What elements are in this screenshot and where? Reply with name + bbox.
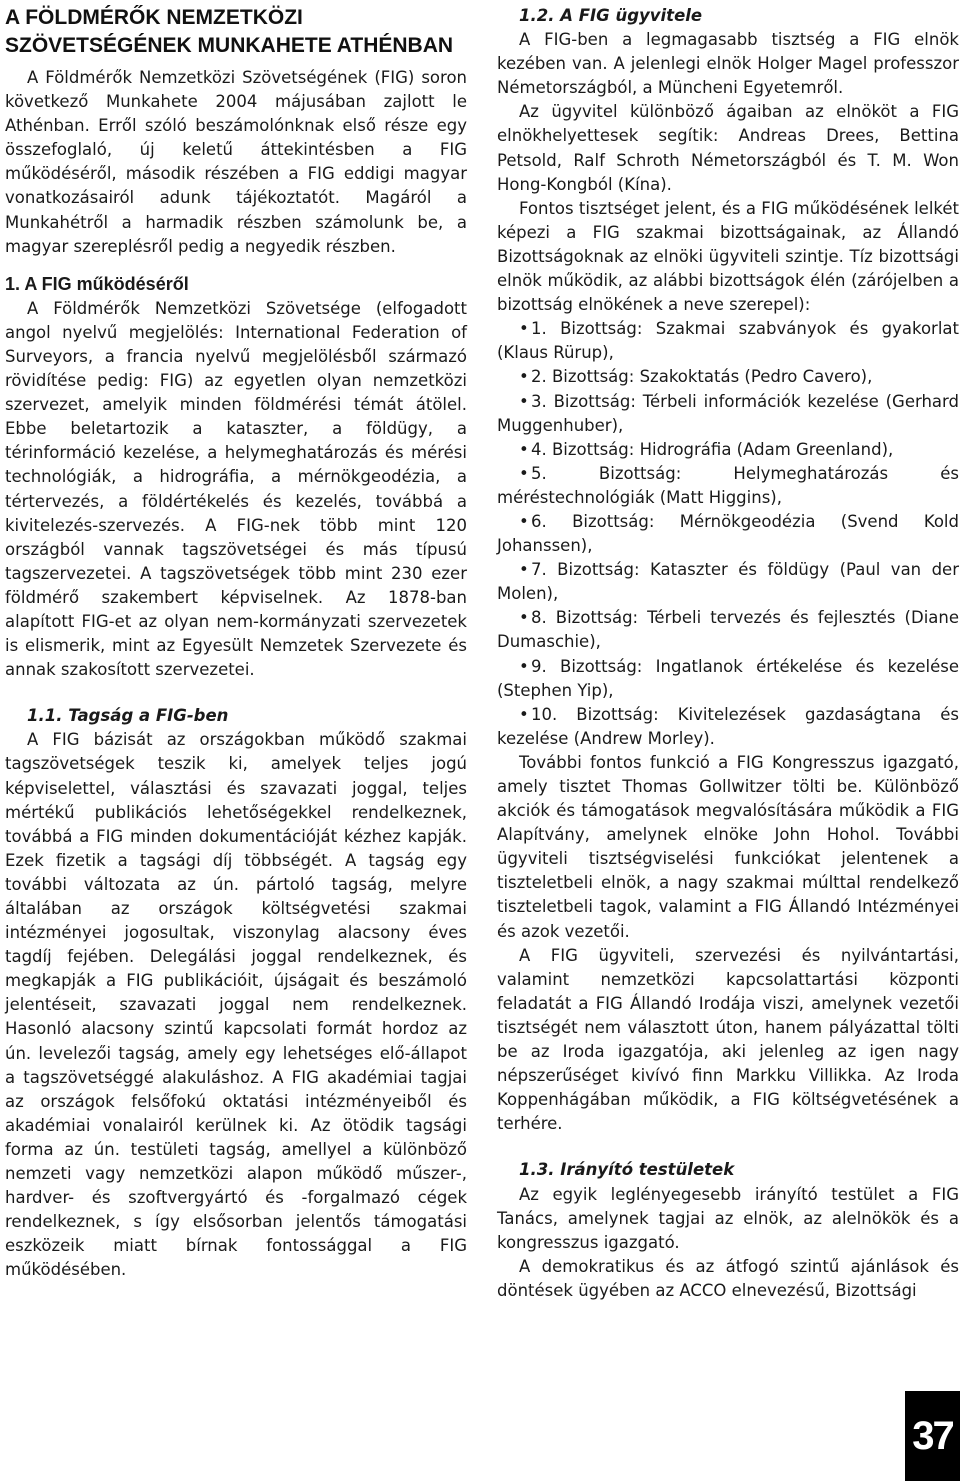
section-1-paragraph: A Földmérők Nemzetközi Szövetsége (elfogadott angol nyelvű megjelölés: International Federation of Surveyors, a francia nyelvű megjelölésből származó rövidítése pedig: FIG) az egyetlen olyan nemzetközi szervezet, amelyik minden földmérési témát átölel. Ebbe beletartozik a kataszter, a földügy, a térinformáció kezelése, a helymeghatározás és mérési technológiák, a hidrográfia, a mérnökgeodézia, a tértervezés, a földértékelés és kezelés, továbbá a kivitelezés-szervezés. A FIG-nek több mint 120 országból vannak tagszövetségei és más típusú tagszervezetei. A tagszövetségek több mint 230 ezer földmérő szakembert képviselnek. Az 1878-ban alapított FIG-et az olyan nem-kormányzati szervezetek is elismerik, mint az Egyesült Nemzetek Szervezete és annak szakosított szervezetei. [5, 298, 467, 680]
bullet-icon: • [519, 704, 529, 724]
list-item: • 6. Bizottság: Mérnökgeodézia (Svend Kold Johanssen), [497, 511, 959, 556]
article-title: A FÖLDMÉRŐK NEMZETKÖZI SZÖVETSÉGÉNEK MUNKAHETE ATHÉNBAN [5, 6, 454, 57]
spacer [497, 1136, 959, 1158]
page-number: 37 [905, 1391, 960, 1481]
section-1-1-paragraph: A FIG bázisát az országokban működő szakmai tagszövetségek teszik ki, amelyek teljes jogú képviselettel, választási és szavazati joggal, teljes mértékű publikációs lehetőségekkel rendelkeznek, továbbá a FIG minden dokumentációját kézhez kapják. Ezek fizetik a tagsági díj többségét. A tagság egy további változata az ún. pártoló tagság, melyre általában az országok költségvetési szakmai intézményei jogosultak, viszonylag alacsony éves tagdíj fejében. Delegálási joggal rendelkeznek, és megkapják a FIG publikációit, újságait és beszámoló jelentéseit, szavazati joggal nem rendelkeznek. Hasonló alacsony szintű kapcsolati formát hordoz az ún. levelezői tagság, amely egy lehetséges elő-állapot a tagszövetséggé alakuláshoz. A FIG akadémiai tagjai az országok felsőfokú oktatási intézményeiből és akadémiai vonalairól kerülnek ki. Az ötödik tagsági forma az ún. testületi tagság, amellyel a különböző nemzeti vagy nemzetközi alapon működő műszer-, hardver- és szoftvergyártó és -forgalmazó cégek rendelkeznek, s így elsősorban jelentős támogatási eszközeik miatt bírnak fontossággal a FIG működésében. [5, 730, 467, 1280]
bullet-icon: • [519, 391, 529, 411]
list-item: • 3. Bizottság: Térbeli információk kezelése (Gerhard Muggenhuber), [497, 391, 959, 435]
right-column [497, 4, 959, 1303]
list-item: • 2. Bizottság: Szakoktatás (Pedro Cavero), [497, 365, 959, 389]
bullet-icon: • [519, 463, 529, 483]
intro-paragraph: A Földmérők Nemzetközi Szövetségének (FIG) soron következő Munkahete 2004 májusában zajlott le Athénban. Erről szóló beszámolónknak első része egy összefoglaló, új keletű áttekintésben a FIG működéséről, második részében a FIG eddigi magyar vonatkozásairól adunk tájékoztatót. Magáról a Munkahétről a harmadik részben számolunk be, a magyar szereplésről pedig a negyedik részben. [5, 68, 467, 256]
bullet-icon: • [519, 608, 529, 628]
bullet-icon: • [519, 319, 529, 339]
bullet-icon: • [519, 656, 529, 676]
list-item: • 7. Bizottság: Kataszter és földügy (Paul van der Molen), [497, 560, 959, 604]
spacer [5, 682, 467, 704]
list-item: • 5. Bizottság: Helymeghatározás és méréstechnológiák (Matt Higgins), [497, 463, 959, 507]
bullet-icon: • [519, 439, 529, 459]
section-1-heading: 1. A FIG működéséről [5, 273, 189, 294]
section-1-1-heading: 1.1. Tagság a FIG-ben [27, 706, 229, 726]
congress-director-paragraph: További fontos funkció a FIG Kongresszus igazgató, amely tisztet Thomas Gollwitzer tölti be. Különböző akciók és támogatások megvalósítására működik a FIG Alapítvány, amelynek elnöke John Hohol. További ügyviteli tisztségviselési funkciókat jelentenek a tiszteletbeli elnök, a nagy szakmai múlttal rendelkező tiszteletbeli tagok, valamint a FIG Állandó Intézményei és azok vezetői. [497, 752, 959, 941]
section-1-2-heading: 1.2. A FIG ügyvitele [519, 6, 703, 25]
commission-list [497, 317, 959, 751]
list-item: • 4. Bizottság: Hidrográfia (Adam Greenland), [497, 438, 959, 462]
bullet-icon: • [519, 367, 529, 387]
list-item: • 1. Bizottság: Szakmai szabványok és gyakorlat (Klaus Rürup), [497, 319, 959, 363]
commissions-intro-paragraph: Fontos tisztséget jelent, és a FIG működésének lelkét képezi a FIG szakmai bizottságainak, az Állandó Bizottságoknak az elnöki ügyviteli szintje. Tíz bizottsági elnök működik, az alábbi bizottságok élén (zárójelben a bizottság elnökének a neve szerepel): [497, 198, 959, 315]
acco-paragraph: A demokratikus és az átfogó szintű ajánlások és döntések ügyében az ACCO elnevezésű, Bizottsági [497, 1256, 959, 1300]
left-column [5, 4, 467, 1283]
section-1-3-heading: 1.3. Irányító testületek [519, 1160, 735, 1180]
list-item: • 10. Bizottság: Kivitelezések gazdaságtana és kezelése (Andrew Morley). [497, 704, 959, 748]
president-paragraph: A FIG-ben a legmagasabb tisztség a FIG elnök kezében van. A jelenlegi elnök Holger Magel professzor Németországból, a Müncheni Egyetemről. [497, 30, 959, 98]
council-paragraph: Az egyik leglényegesebb irányító testület a FIG Tanács, amelynek tagjai az elnök, az alelnökök és a kongresszus igazgató. [497, 1184, 959, 1252]
list-item: • 8. Bizottság: Térbeli tervezés és fejlesztés (Diane Dumaschie), [497, 608, 959, 652]
list-item: • 9. Bizottság: Ingatlanok értékelése és kezelése (Stephen Yip), [497, 656, 959, 700]
office-paragraph: A FIG ügyviteli, szervezési és nyilvántartási, valamint nemzetközi kapcsolattartási központi feladatát a FIG Állandó Irodája viszi, amelynek vezetői tisztségét nem választott úton, hanem pályázattal tölti be az Iroda igazgatója, aki jelenleg az igen nagy népszerűséget kivívó finn Markku Villikka. Az Iroda Koppenhágában működik, a FIG költségvetésének a terhére. [497, 945, 959, 1134]
bullet-icon: • [519, 511, 529, 531]
bullet-icon: • [519, 560, 529, 580]
vice-presidents-paragraph: Az ügyvitel különböző ágaiban az elnököt a FIG elnökhelyettesek segítik: Andreas Drees, Bettina Petsold, Ralf Schroth Németországból és T. M. Won Hong-Kongból (Kína). [497, 102, 959, 194]
